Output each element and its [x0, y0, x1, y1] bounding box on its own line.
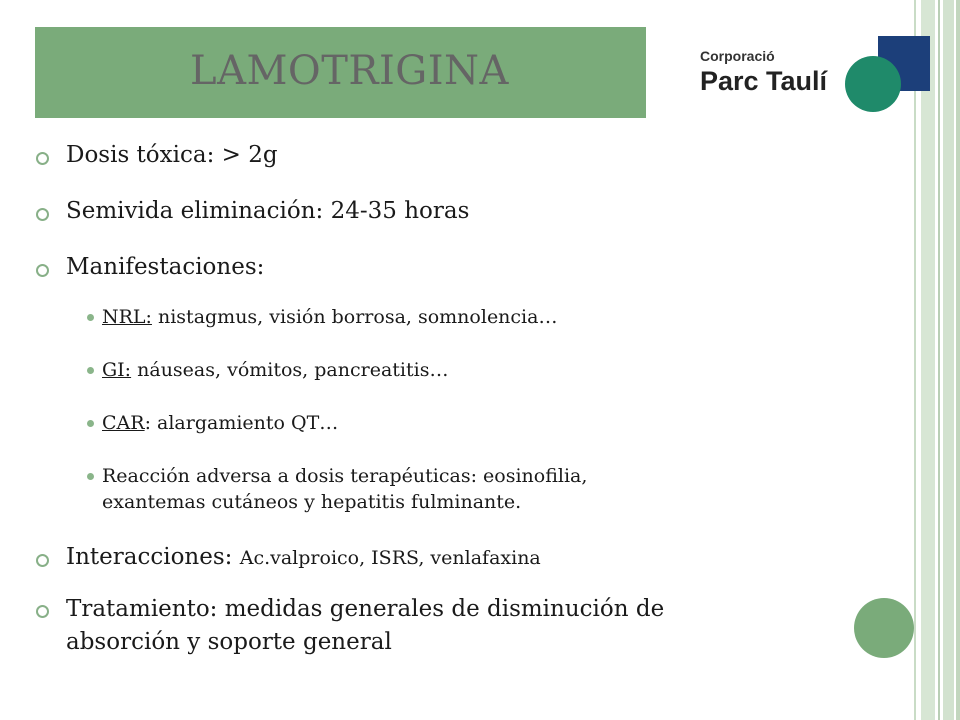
bullet-dot-icon	[87, 314, 94, 321]
slide-content	[36, 138, 836, 659]
bullet-semivida: Semivida eliminación: 24-35 horas	[36, 196, 836, 226]
bullet-interacciones: Interacciones: Ac.valproico, ISRS, venlafaxina	[36, 542, 836, 573]
logo-mark-icon	[845, 34, 932, 114]
bullet-dot-icon	[87, 420, 94, 427]
parc-tauli-logo	[700, 34, 932, 114]
subbullet-reaccion: Reacción adversa a dosis terapéuticas: eosinofilia, exantemas cutáneos y hepatitis fulminante.	[36, 463, 836, 515]
bullet-dot-icon	[87, 367, 94, 374]
subbullet-car: CAR: alargamiento QT…	[36, 410, 836, 436]
subbullet-nrl: NRL: nistagmus, visión borrosa, somnolencia…	[36, 304, 836, 330]
bullet-ring-icon	[36, 605, 49, 618]
bullet-ring-icon	[36, 208, 49, 221]
decorative-circle	[854, 598, 914, 658]
bullet-manifestaciones: Manifestaciones:	[36, 252, 836, 282]
bullet-ring-icon	[36, 554, 49, 567]
bullet-ring-icon	[36, 152, 49, 165]
slide-title: LAMOTRIGINA	[190, 48, 509, 94]
bullet-tratamiento: Tratamiento: medidas generales de disminución de absorción y soporte general	[36, 593, 836, 659]
bullet-dot-icon	[87, 473, 94, 480]
subbullet-gi: GI: náuseas, vómitos, pancreatitis…	[36, 357, 836, 383]
bullet-ring-icon	[36, 264, 49, 277]
logo-text-big: Parc Taulí	[700, 66, 828, 96]
logo-text-small: Corporació	[700, 48, 775, 64]
bullet-dosis: Dosis tóxica: > 2g	[36, 140, 836, 170]
